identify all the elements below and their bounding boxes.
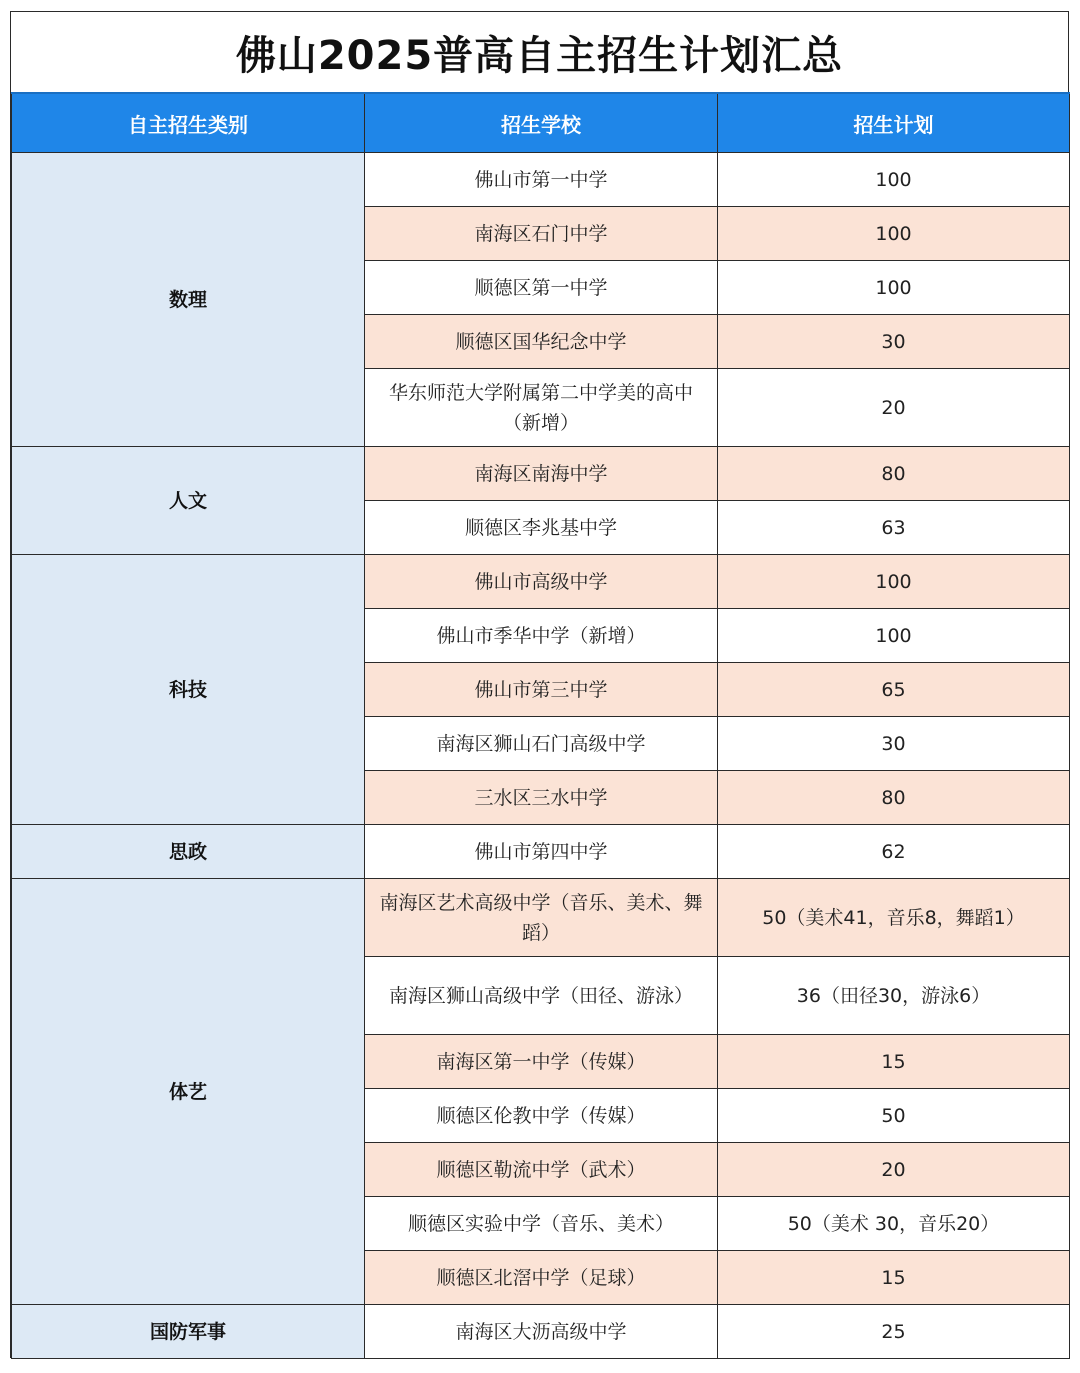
plan-cell: 63: [718, 501, 1070, 555]
plan-cell: 80: [718, 771, 1070, 825]
category-cell: 体艺: [12, 879, 365, 1305]
plan-cell: 30: [718, 315, 1070, 369]
header-row: [12, 93, 1070, 153]
school-cell: 顺德区李兆基中学: [365, 501, 718, 555]
category-cell: 国防军事: [12, 1305, 365, 1359]
plan-cell: 62: [718, 825, 1070, 879]
plan-cell: 100: [718, 153, 1070, 207]
school-cell: 南海区狮山高级中学（田径、游泳）: [365, 957, 718, 1035]
plan-cell: 100: [718, 555, 1070, 609]
plan-cell: 50（美术41，音乐8，舞蹈1）: [718, 879, 1070, 957]
school-cell: 佛山市季华中学（新增）: [365, 609, 718, 663]
plan-cell: 100: [718, 207, 1070, 261]
plan-cell: 20: [718, 369, 1070, 447]
plan-cell: 50: [718, 1089, 1070, 1143]
school-cell: 顺德区伦教中学（传媒）: [365, 1089, 718, 1143]
school-cell: 顺德区北滘中学（足球）: [365, 1251, 718, 1305]
school-cell: 南海区第一中学（传媒）: [365, 1035, 718, 1089]
school-cell: 南海区石门中学: [365, 207, 718, 261]
school-cell: 三水区三水中学: [365, 771, 718, 825]
header-category: 自主招生类别: [12, 93, 365, 153]
plan-cell: 80: [718, 447, 1070, 501]
school-cell: 南海区狮山石门高级中学: [365, 717, 718, 771]
plan-cell: 20: [718, 1143, 1070, 1197]
table-row: [12, 447, 1070, 501]
plan-cell: 30: [718, 717, 1070, 771]
school-cell: 顺德区第一中学: [365, 261, 718, 315]
plan-cell: 65: [718, 663, 1070, 717]
school-cell: 顺德区勒流中学（武术）: [365, 1143, 718, 1197]
school-cell: 佛山市高级中学: [365, 555, 718, 609]
school-cell: 顺德区国华纪念中学: [365, 315, 718, 369]
table-row: [12, 153, 1070, 207]
plan-cell: 25: [718, 1305, 1070, 1359]
header-plan: 招生计划: [718, 93, 1070, 153]
summary-sheet: [10, 11, 1069, 1358]
table-row: [12, 1305, 1070, 1359]
table-row: [12, 825, 1070, 879]
page-title: 佛山2025普高自主招生计划汇总: [235, 32, 844, 79]
plan-cell: 15: [718, 1035, 1070, 1089]
school-cell: 华东师范大学附属第二中学美的高中（新增）: [365, 369, 718, 447]
table-row: [12, 879, 1070, 957]
category-cell: 科技: [12, 555, 365, 825]
plan-cell: 100: [718, 609, 1070, 663]
category-cell: 思政: [12, 825, 365, 879]
plan-cell: 50（美术 30，音乐20）: [718, 1197, 1070, 1251]
school-cell: 南海区大沥高级中学: [365, 1305, 718, 1359]
school-cell: 佛山市第四中学: [365, 825, 718, 879]
school-cell: 南海区南海中学: [365, 447, 718, 501]
header-school: 招生学校: [365, 93, 718, 153]
plan-cell: 15: [718, 1251, 1070, 1305]
category-cell: 数理: [12, 153, 365, 447]
school-cell: 南海区艺术高级中学（音乐、美术、舞蹈）: [365, 879, 718, 957]
category-cell: 人文: [12, 447, 365, 555]
enrollment-table: [11, 92, 1070, 1359]
plan-cell: 36（田径30，游泳6）: [718, 957, 1070, 1035]
plan-cell: 100: [718, 261, 1070, 315]
school-cell: 顺德区实验中学（音乐、美术）: [365, 1197, 718, 1251]
school-cell: 佛山市第一中学: [365, 153, 718, 207]
table-row: [12, 555, 1070, 609]
school-cell: 佛山市第三中学: [365, 663, 718, 717]
